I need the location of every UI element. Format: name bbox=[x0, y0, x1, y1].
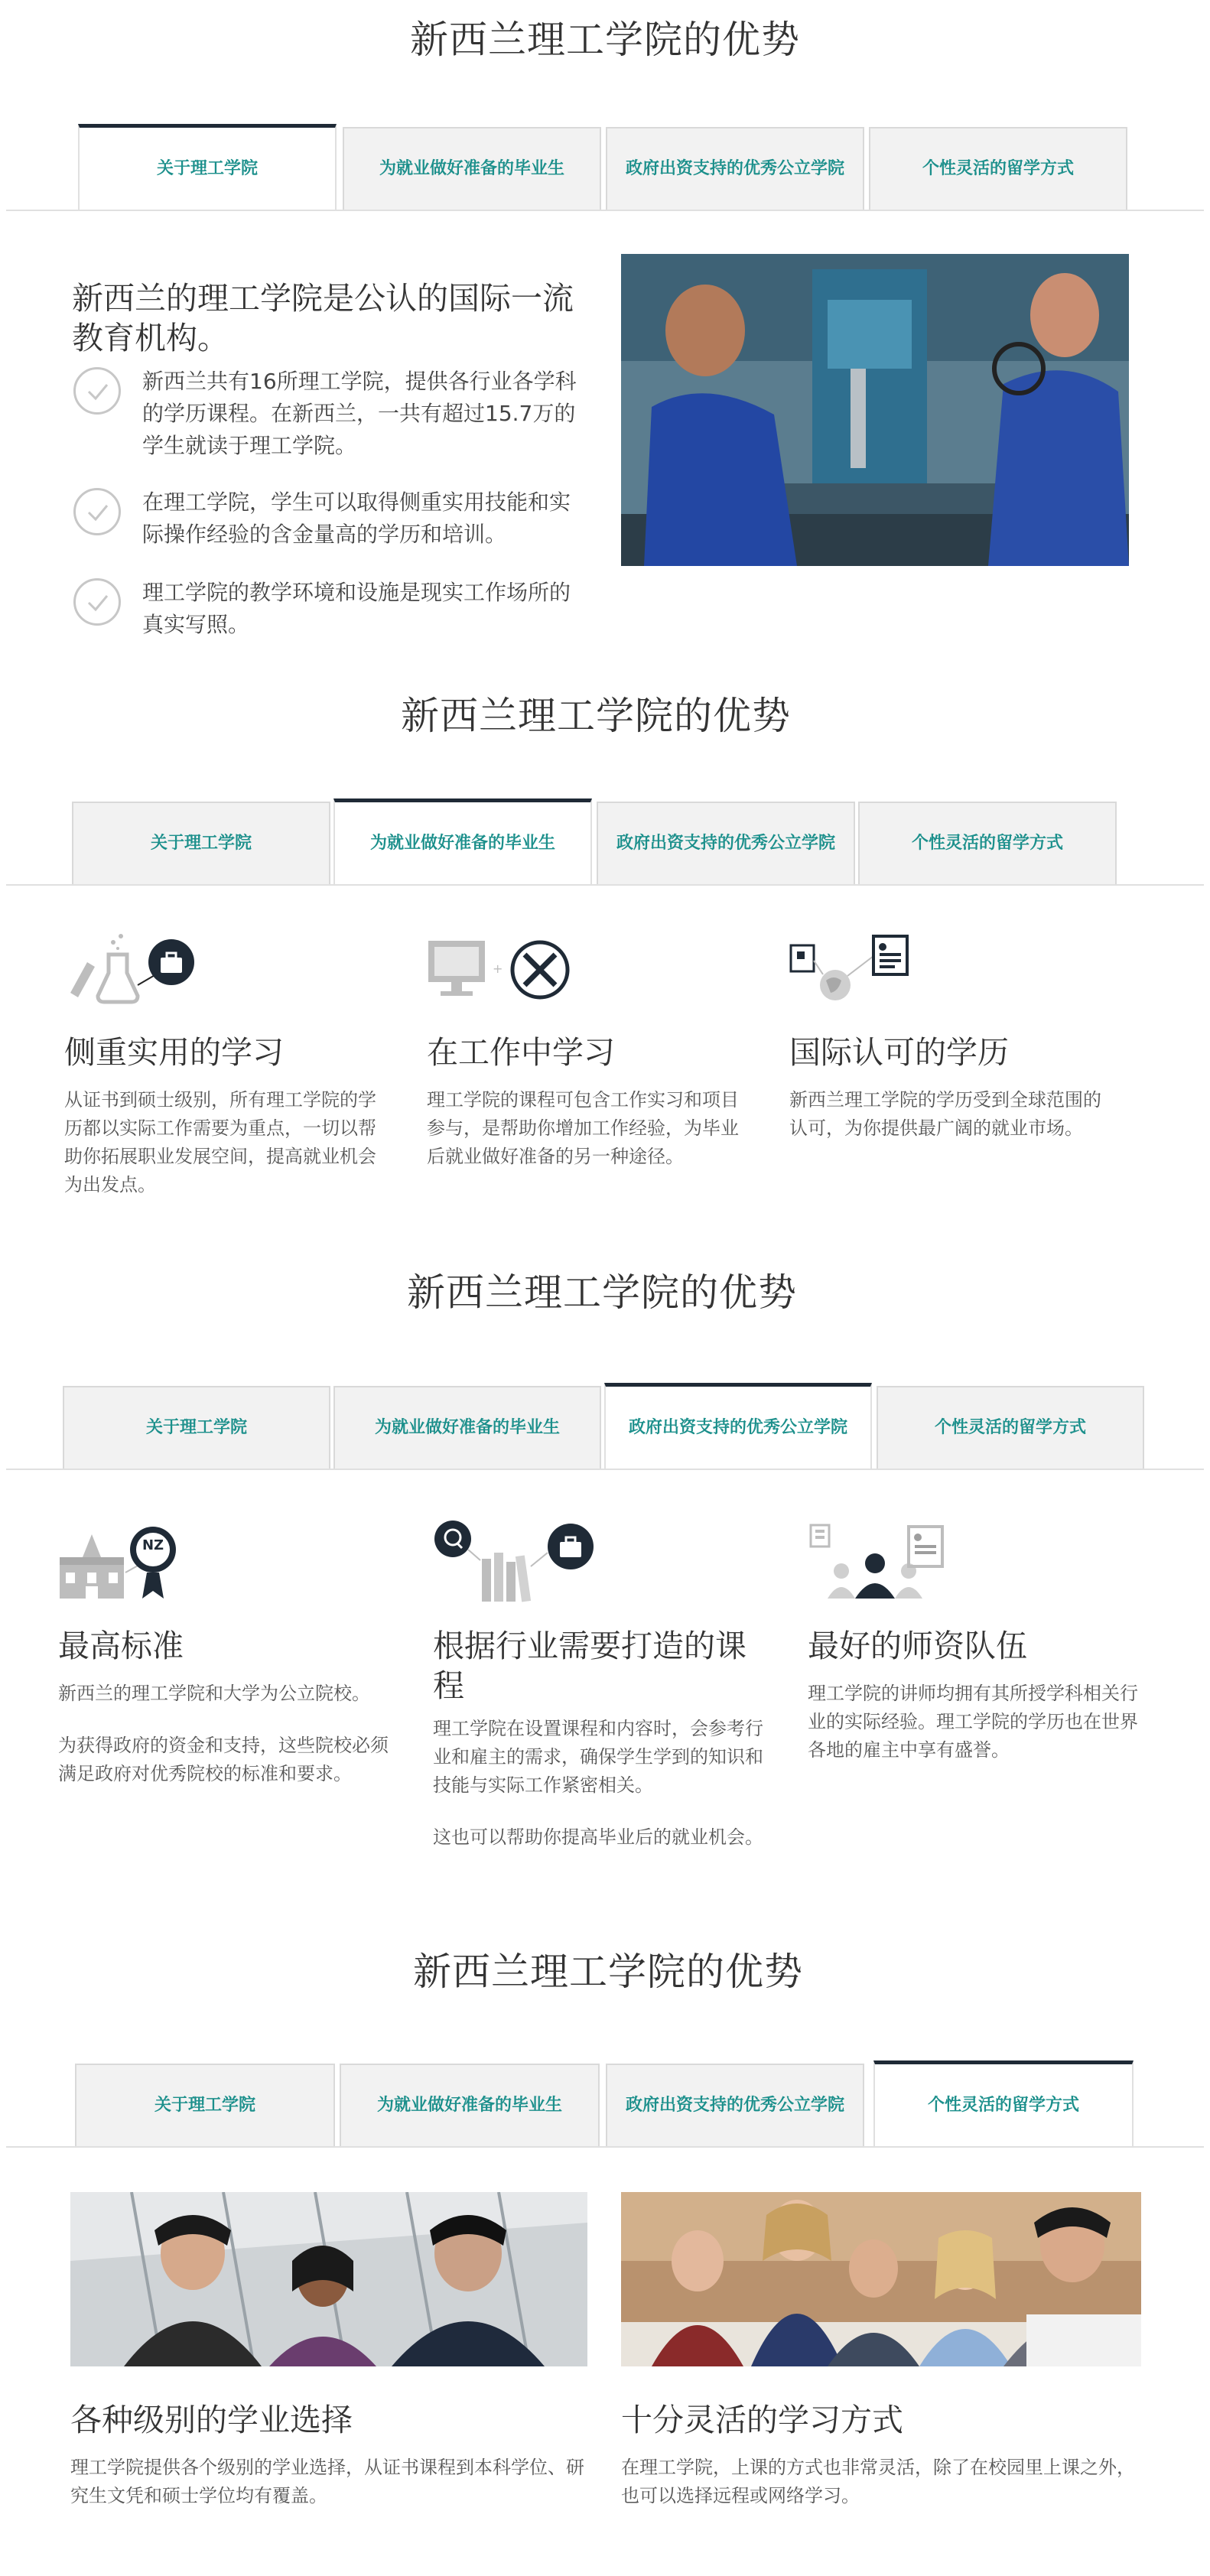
tab-divider bbox=[6, 210, 1204, 211]
tab-graduates[interactable]: 为就业做好准备的毕业生 bbox=[333, 798, 592, 884]
tab-government[interactable]: 政府出资支持的优秀公立学院 bbox=[606, 127, 864, 210]
tab-divider bbox=[6, 2146, 1204, 2148]
check-icon bbox=[73, 367, 121, 415]
check-icon bbox=[73, 578, 121, 626]
students-photo bbox=[70, 2192, 587, 2366]
tab-government[interactable]: 政府出资支持的优秀公立学院 bbox=[604, 1383, 872, 1469]
industry-course-text: 理工学院在设置课程和内容时，会参考行业和雇主的需求，确保学生学到的知识和技能与实际工作紧密相关。 bbox=[433, 1718, 763, 1796]
tab-flexible[interactable]: 个性灵活的留学方式 bbox=[858, 802, 1117, 884]
tab-government[interactable]: 政府出资支持的优秀公立学院 bbox=[606, 2064, 864, 2146]
section-title: 新西兰理工学院的优势 bbox=[413, 1950, 803, 1994]
about-point: 新西兰共有16所理工学院，提供各行业各学科的学历课程。在新西兰，一共有超过15.7万的学生就读于理工学院。 bbox=[142, 369, 577, 458]
industry-course-text: 这也可以帮助你提高毕业后的就业机会。 bbox=[433, 1826, 763, 1848]
check-icon bbox=[73, 488, 121, 535]
nz-badge-text: NZ bbox=[141, 1537, 164, 1553]
tab-government[interactable]: 政府出资支持的优秀公立学院 bbox=[597, 802, 855, 884]
chart-books-briefcase-icon bbox=[433, 1519, 609, 1606]
classroom-photo bbox=[621, 2192, 1141, 2366]
tab-bar bbox=[0, 1386, 1210, 1469]
tab-about[interactable]: 关于理工学院 bbox=[72, 802, 330, 884]
tab-graduates[interactable]: 为就业做好准备的毕业生 bbox=[343, 127, 601, 210]
section-government bbox=[0, 1244, 1210, 1901]
section-about bbox=[0, 0, 1210, 658]
globe-certificate-icon bbox=[788, 930, 918, 1010]
best-faculty-text: 理工学院的讲师均拥有其所授学科相关行业的实际经验。理工学院的学历也在世界各地的雇主中享有盛誉。 bbox=[808, 1683, 1138, 1761]
recognized-degree-text: 新西兰理工学院的学历受到全球范围的认可，为你提供最广阔的就业市场。 bbox=[789, 1089, 1101, 1139]
flexible-study-text: 在理工学院，上课的方式也非常灵活，除了在校园里上课之外，也可以选择远程或网络学习。 bbox=[621, 2457, 1135, 2506]
section-title: 新西兰理工学院的优势 bbox=[401, 694, 791, 738]
tab-about[interactable]: 关于理工学院 bbox=[78, 124, 337, 210]
recognized-degree-title: 国际认可的学历 bbox=[789, 1034, 1009, 1071]
industry-course-title: 根据行业需要打造的课程 bbox=[433, 1628, 746, 1704]
tab-bar bbox=[0, 127, 1210, 210]
practical-learning-text: 从证书到硕士级别，所有理工学院的学历都以实际工作需要为重点，一切以帮助你拓展职业发展空间，提高就业机会为出发点。 bbox=[64, 1089, 376, 1195]
tab-graduates[interactable]: 为就业做好准备的毕业生 bbox=[333, 1386, 601, 1469]
best-faculty-title: 最好的师资队伍 bbox=[808, 1628, 1027, 1664]
practical-learning-title: 侧重实用的学习 bbox=[64, 1034, 284, 1071]
tab-flexible[interactable]: 个性灵活的留学方式 bbox=[877, 1386, 1144, 1469]
level-choice-title: 各种级别的学业选择 bbox=[70, 2402, 353, 2438]
tab-bar bbox=[0, 802, 1210, 884]
svg-text:+: + bbox=[493, 961, 503, 976]
tab-about[interactable]: 关于理工学院 bbox=[75, 2064, 335, 2146]
section-title: 新西兰理工学院的优势 bbox=[407, 1270, 797, 1315]
highest-standard-title: 最高标准 bbox=[58, 1628, 184, 1664]
computer-tools-icon bbox=[425, 933, 578, 1010]
about-point: 理工学院的教学环境和设施是现实工作场所的真实写照。 bbox=[142, 580, 571, 637]
section-flexible bbox=[0, 1923, 1210, 2576]
flexible-study-title: 十分灵活的学习方式 bbox=[621, 2402, 903, 2438]
lab-briefcase-icon bbox=[64, 932, 199, 1011]
section-title: 新西兰理工学院的优势 bbox=[410, 18, 800, 62]
tab-divider bbox=[6, 1469, 1204, 1470]
work-learning-title: 在工作中学习 bbox=[427, 1034, 615, 1071]
tab-bar bbox=[0, 2064, 1210, 2146]
highest-standard-text: 为获得政府的资金和支持，这些院校必须满足政府对优秀院校的标准和要求。 bbox=[58, 1735, 389, 1784]
about-point: 在理工学院，学生可以取得侧重实用技能和实际操作经验的含金量高的学历和培训。 bbox=[142, 490, 571, 547]
building-badge-icon bbox=[57, 1519, 187, 1606]
section-graduates bbox=[0, 664, 1210, 1215]
tab-flexible[interactable]: 个性灵活的留学方式 bbox=[873, 2060, 1134, 2146]
work-learning-text: 理工学院的课程可包含工作实习和项目参与，是帮助你增加工作经验，为毕业后就业做好准备的另一种途径。 bbox=[427, 1089, 739, 1167]
level-choice-text: 理工学院提供各个级别的学业选择，从证书课程到本科学位、研究生文凭和硕士学位均有覆盖。 bbox=[70, 2457, 584, 2506]
highest-standard-text: 新西兰的理工学院和大学为公立院校。 bbox=[58, 1683, 370, 1704]
tab-divider bbox=[6, 884, 1204, 886]
about-heading: 新西兰的理工学院是公认的国际一流教育机构。 bbox=[72, 280, 574, 356]
tab-about[interactable]: 关于理工学院 bbox=[63, 1386, 330, 1469]
workshop-photo bbox=[621, 254, 1129, 566]
tab-flexible[interactable]: 个性灵活的留学方式 bbox=[869, 127, 1127, 210]
tab-graduates[interactable]: 为就业做好准备的毕业生 bbox=[340, 2064, 600, 2146]
teachers-icon bbox=[809, 1524, 955, 1603]
